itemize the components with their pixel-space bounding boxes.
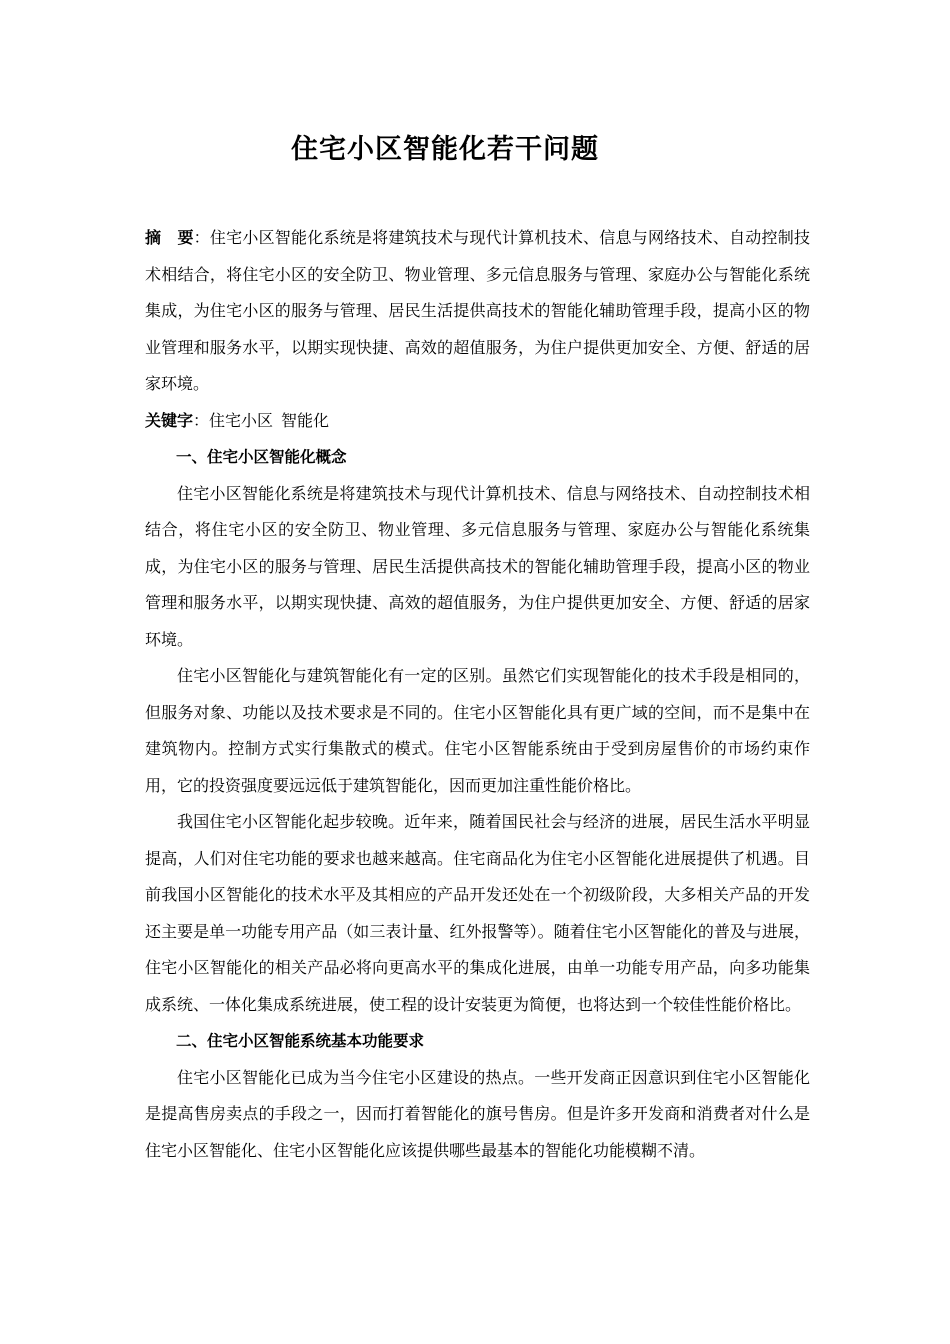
abstract-paragraph bbox=[145, 220, 810, 403]
body-paragraph: 住宅小区智能化与建筑智能化有一定的区别。虽然它们实现智能化的技术手段是相同的，但服务对象、功能以及技术要求是不同的。住宅小区智能化具有更广域的空间，而不是集中在建筑物内。控制方式实行集散式的模式。住宅小区智能系统由于受到房屋售价的市场约束作用，它的投资强度要远远低于建筑智能化，因而更加注重性能价格比。 bbox=[145, 666, 810, 795]
keywords-colon: ： bbox=[193, 410, 210, 430]
abstract-label: 摘 要 bbox=[145, 228, 194, 247]
body-paragraph: 我国住宅小区智能化起步较晚。近年来，随着国民社会与经济的进展，居民生活水平明显提高，人们对住宅功能的要求也越来越高。住宅商品化为住宅小区智能化进展提供了机遇。目前我国小区智能化的技术水平及其相应的产品开发还处在一个初级阶段，大多相关产品的开发还主要是单一功能专用产品（如三表计量、红外报警等）。随着住宅小区智能化的普及与进展，住宅小区智能化的相关产品必将向更高水平的集成化进展，由单一功能专用产品，向多功能集成系统、一体化集成系统进展，使工程的设计安装更为简便，也将达到一个较佳性能价格比。 bbox=[145, 812, 810, 1014]
abstract-text: 住宅小区智能化系统是将建筑技术与现代计算机技术、信息与网络技术、自动控制技术相结合，将住宅小区的安全防卫、物业管理、多元信息服务与管理、家庭办公与智能化系统集成，为住宅小区的服务与管理、居民生活提供高技术的智能化辅助管理手段，提高小区的物业管理和服务水平，以期实现快捷、高效的超值服务，为住户提供更加安全、方便、舒适的居家环境。 bbox=[145, 228, 810, 393]
section-heading: 二、住宅小区智能系统基本功能要求 bbox=[176, 1032, 425, 1050]
document-title: 住宅小区智能化若干问题 bbox=[291, 134, 599, 165]
section-heading: 一、住宅小区智能化概念 bbox=[176, 448, 347, 466]
keyword-item: 住宅小区 bbox=[209, 410, 274, 430]
abstract-colon: ： bbox=[193, 228, 210, 247]
keywords-line bbox=[145, 403, 810, 440]
document-body bbox=[145, 220, 810, 1169]
keywords-label: 关键字 bbox=[145, 410, 194, 430]
body-paragraph: 住宅小区智能化系统是将建筑技术与现代计算机技术、信息与网络技术、自动控制技术相结合，将住宅小区的安全防卫、物业管理、多元信息服务与管理、家庭办公与智能化系统集成，为住宅小区的服务与管理、居民生活提供高技术的智能化辅助管理手段，提高小区的物业管理和服务水平，以期实现快捷、高效的超值服务，为住户提供更加安全、方便、舒适的居家环境。 bbox=[145, 483, 810, 649]
body-paragraph: 住宅小区智能化已成为当今住宅小区建设的热点。一些开发商正因意识到住宅小区智能化是提高售房卖点的手段之一，因而打着智能化的旗号售房。但是许多开发商和消费者对什么是住宅小区智能化、住宅小区智能化应该提供哪些最基本的智能化功能模糊不清。 bbox=[145, 1067, 810, 1160]
keyword-item: 智能化 bbox=[281, 410, 330, 430]
